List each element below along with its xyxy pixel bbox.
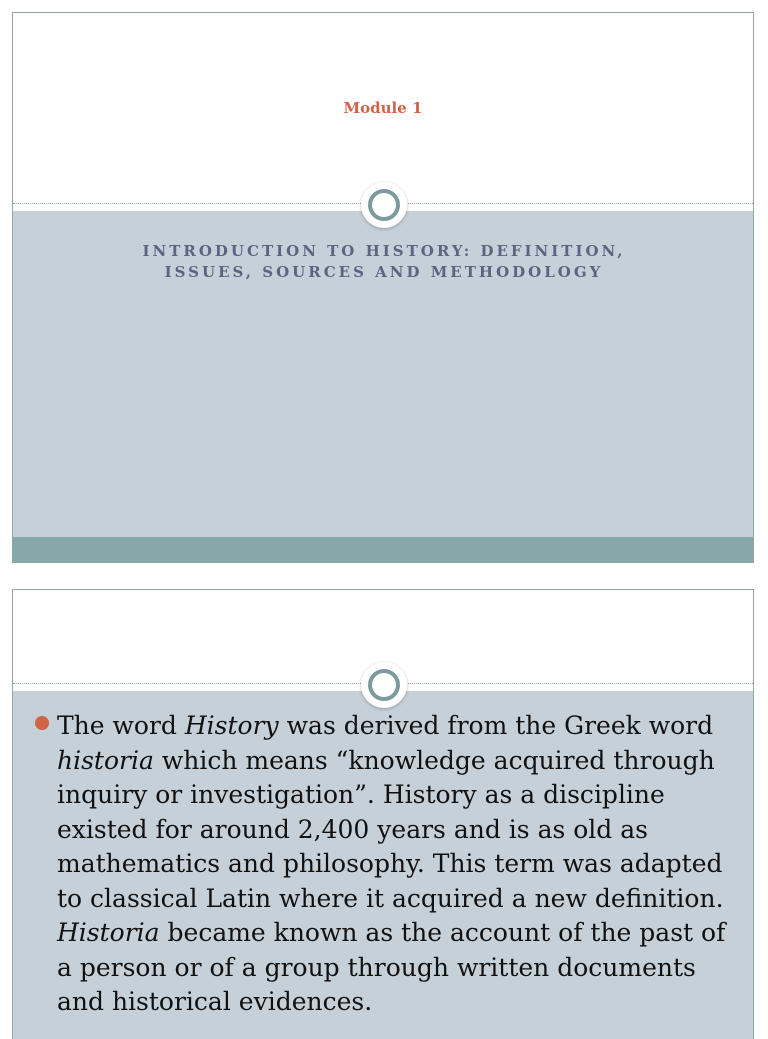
bullet-dot-icon xyxy=(35,716,49,730)
paragraph-line xyxy=(57,744,737,779)
module-title: Module 1 xyxy=(343,99,423,117)
slide-heading xyxy=(73,241,695,283)
title-slide xyxy=(12,12,754,563)
text-segment: The word xyxy=(57,711,185,740)
bullet-paragraph xyxy=(57,709,737,1020)
heading-line-1: INTRODUCTION TO HISTORY: DEFINITION, xyxy=(142,242,626,260)
paragraph-line xyxy=(57,813,737,848)
paragraph-line xyxy=(57,709,737,744)
text-segment: and historical evidences. xyxy=(57,987,373,1016)
paragraph-line xyxy=(57,847,737,882)
text-segment: to classical Latin where it acquired a new definition. xyxy=(57,883,724,913)
footer-bar xyxy=(13,537,753,563)
paragraph-line xyxy=(57,882,737,917)
paragraph-line xyxy=(57,778,737,813)
circle-ornament-icon xyxy=(361,182,407,228)
paragraph-line xyxy=(57,951,737,986)
text-segment: became known as the account of the past of xyxy=(159,918,726,947)
text-segment: was derived from the Greek word xyxy=(278,711,714,740)
text-segment: inquiry or investigation”. History as a discipline xyxy=(57,780,665,809)
text-segment: existed for around 2,400 years and is as old as xyxy=(57,814,648,844)
paragraph-line xyxy=(57,916,737,951)
content-slide xyxy=(12,589,754,1039)
text-segment: mathematics and philosophy. This term was adapted xyxy=(57,849,723,878)
italic-term: History xyxy=(184,711,279,740)
italic-term: Historia xyxy=(57,918,160,947)
circle-ornament-icon xyxy=(361,662,407,708)
text-segment: a person or of a group through written documents xyxy=(57,952,696,982)
heading-line-2: ISSUES, SOURCES AND METHODOLOGY xyxy=(164,263,604,281)
text-segment: which means “knowledge acquired through xyxy=(153,745,715,775)
italic-term: historia xyxy=(57,745,154,775)
paragraph-line xyxy=(57,985,737,1020)
